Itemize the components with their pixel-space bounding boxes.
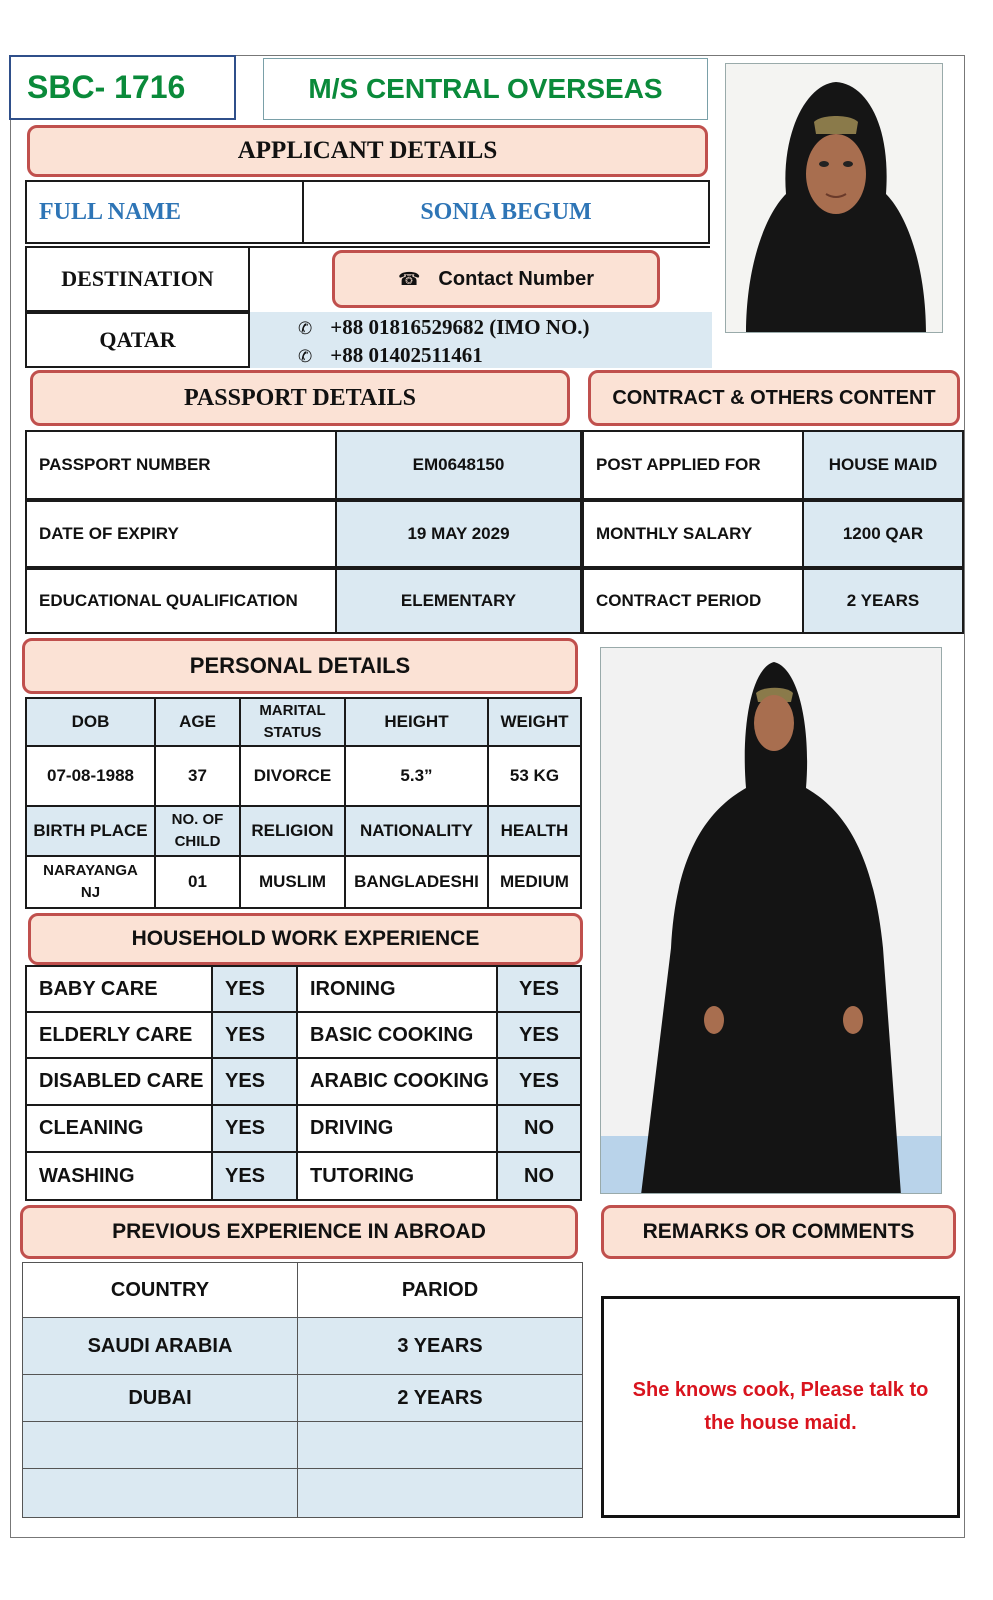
personal-value-height: 5.3” [344,745,489,807]
household-skill: BASIC COOKING [296,1011,498,1059]
previous-period [297,1468,583,1518]
household-skill-value: YES [211,1151,298,1201]
personal-details-title: PERSONAL DETAILS [22,638,578,694]
remarks-title: REMARKS OR COMMENTS [601,1205,956,1259]
portrait-photo [725,63,943,333]
passport-label-2: EDUCATIONAL QUALIFICATION [25,568,337,634]
passport-label-0: PASSPORT NUMBER [25,430,337,500]
passport-value-1: 19 MAY 2029 [335,500,582,568]
household-skill: DISABLED CARE [25,1057,213,1106]
previous-period: 2 YEARS [297,1374,583,1422]
household-title: HOUSEHOLD WORK EXPERIENCE [28,913,583,965]
previous-period [297,1421,583,1469]
remarks-text: She knows cook, Please talk to the house maid. [632,1379,929,1434]
full-body-photo [600,647,942,1194]
contract-value-1: 1200 QAR [802,500,964,568]
household-skill-value: YES [211,1104,298,1153]
household-skill-value: NO [496,1151,582,1201]
personal-value-weight: 53 KG [487,745,582,807]
household-skill: BABY CARE [25,965,213,1013]
household-skill-value: YES [496,1057,582,1106]
household-skill-value: YES [211,1057,298,1106]
phone-2: ✆ +88 01402511461 [298,343,483,367]
contract-value-2: 2 YEARS [802,568,964,634]
destination-value: QATAR [25,312,250,368]
personal-value-age: 37 [154,745,241,807]
personal-header-height: HEIGHT [344,697,489,747]
household-skill: IRONING [296,965,498,1013]
phone-icon: ✆ [298,347,313,366]
contract-title: CONTRACT & OTHERS CONTENT [588,370,960,426]
household-skill-value: YES [211,965,298,1013]
remarks-box [601,1296,960,1518]
previous-header-period: PARIOD [297,1262,583,1318]
personal-value-marital: DIVORCE [239,745,346,807]
previous-country [22,1468,298,1518]
phone-icon: ✆ [298,319,313,338]
contract-value-0: HOUSE MAID [802,430,964,500]
contract-label-2: CONTRACT PERIOD [582,568,804,634]
previous-header-country: COUNTRY [22,1262,298,1318]
household-skill-value: YES [496,1011,582,1059]
contact-number-title: ☎ Contact Number [332,250,660,308]
passport-details-title: PASSPORT DETAILS [30,370,570,426]
personal-header-health: HEALTH [487,805,582,857]
household-skill-value: NO [496,1104,582,1153]
household-skill-value: YES [496,965,582,1013]
previous-country: DUBAI [22,1374,298,1422]
household-skill: ARABIC COOKING [296,1057,498,1106]
applicant-code: SBC- 1716 [27,69,186,105]
personal-value-dob: 07-08-1988 [25,745,156,807]
personal-header-nationality: NATIONALITY [344,805,489,857]
household-skill-value: YES [211,1011,298,1059]
agency-box [263,58,708,120]
phone-icon: ☎ [398,268,421,289]
household-skill: CLEANING [25,1104,213,1153]
contract-label-0: POST APPLIED FOR [582,430,804,500]
personal-value-birthplace: NARAYANGA NJ [25,855,156,909]
passport-value-2: ELEMENTARY [335,568,582,634]
personal-header-weight: WEIGHT [487,697,582,747]
personal-header-marital: MARITAL STATUS [239,697,346,747]
household-skill: TUTORING [296,1151,498,1201]
phone-1: ✆ +88 01816529682 (IMO NO.) [298,315,590,339]
previous-period: 3 YEARS [297,1317,583,1375]
household-skill: WASHING [25,1151,213,1201]
agency-name: M/S CENTRAL OVERSEAS [308,73,663,104]
personal-header-age: AGE [154,697,241,747]
household-skill: DRIVING [296,1104,498,1153]
personal-value-children: 01 [154,855,241,909]
full-name-label: FULL NAME [25,180,302,244]
applicant-code-box [9,55,236,120]
personal-header-religion: RELIGION [239,805,346,857]
personal-header-birthplace: BIRTH PLACE [25,805,156,857]
household-skill: ELDERLY CARE [25,1011,213,1059]
previous-country: SAUDI ARABIA [22,1317,298,1375]
personal-header-dob: DOB [25,697,156,747]
full-name-value: SONIA BEGUM [302,180,710,244]
previous-country [22,1421,298,1469]
passport-label-1: DATE OF EXPIRY [25,500,337,568]
phone-box [250,312,712,368]
passport-value-0: EM0648150 [335,430,582,500]
applicant-details-title: APPLICANT DETAILS [27,125,708,177]
contract-label-1: MONTHLY SALARY [582,500,804,568]
previous-experience-title: PREVIOUS EXPERIENCE IN ABROAD [20,1205,578,1259]
personal-value-nationality: BANGLADESHI [344,855,489,909]
personal-header-children: NO. OF CHILD [154,805,241,857]
personal-value-religion: MUSLIM [239,855,346,909]
personal-value-health: MEDIUM [487,855,582,909]
destination-label: DESTINATION [25,246,250,312]
